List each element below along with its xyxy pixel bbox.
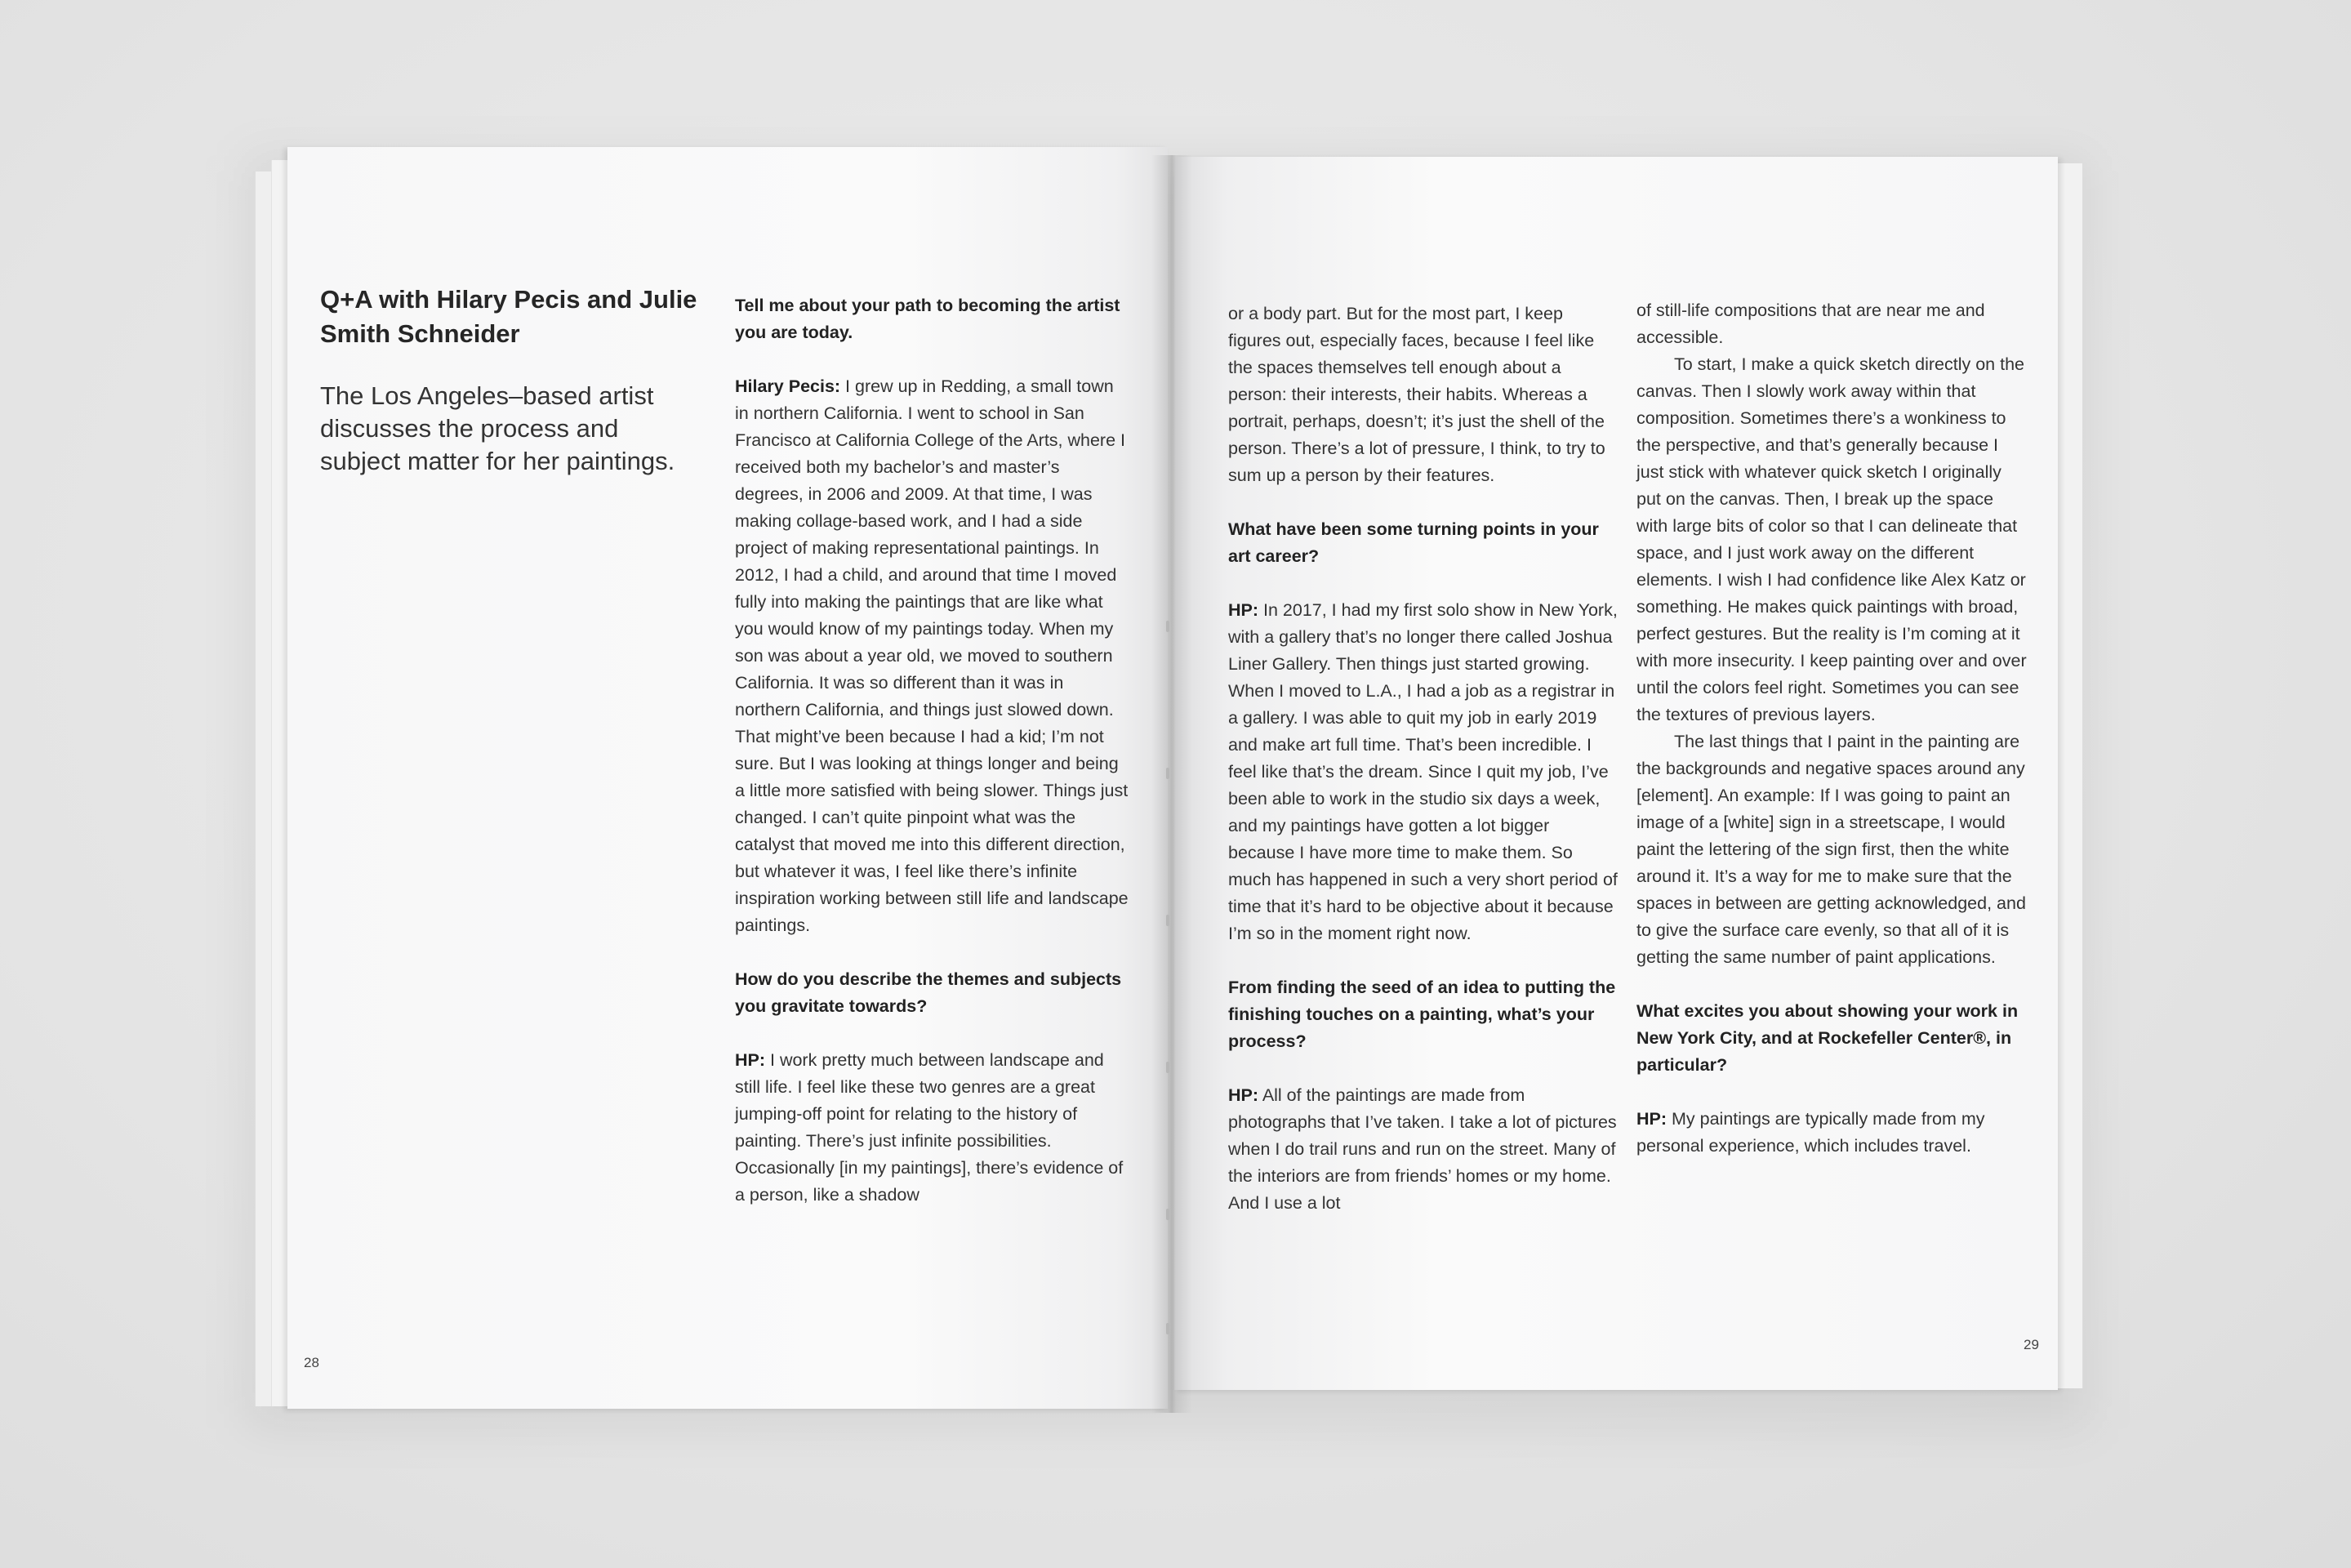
speaker-label: Hilary Pecis:: [735, 376, 841, 396]
speaker-label: HP:: [1636, 1109, 1668, 1129]
page-number-left: 28: [304, 1355, 319, 1370]
answer-paragraph: The last things that I paint in the painting are the backgrounds and negative spaces around any [element]. An example: If I was going to paint an image of a [white] sign in a streetscape, I would paint the lettering of the sign first, then the white around it. It’s a way for me to make sure that the spaces in between are getting acknowledged, and to give the surface care evenly, so that all of it is getting the same number of paint applications.: [1636, 732, 2026, 967]
binding-stitch: [1166, 1323, 1169, 1334]
question-heading: How do you describe the themes and subjects you gravitate towards?: [735, 969, 1122, 1016]
question-heading: What excites you about showing your work in New York City, and at Rockefeller Center®, in particular?: [1636, 1001, 2019, 1075]
article-title: Q+A with Hilary Pecis and Julie Smith Schneider: [320, 285, 697, 348]
answer-text: I work pretty much between landscape and still life. I feel like these two genres are a great jumping-off point for relating to the history of painting. There’s just infinite possibilities. Occasionally [in my paintings], there’s evidence of a person, like a shadow: [735, 1050, 1124, 1205]
answer-paragraph: [1228, 597, 1620, 947]
binding-stitch: [1166, 1062, 1169, 1073]
book-gutter: [1151, 155, 1192, 1413]
answer-text: I grew up in Redding, a small town in northern California. I went to school in San Francisco at California College of the Arts, where I received both my bachelor’s and master’s degrees, in 2006 and 2009. At that time, I was making collage-based work, and I had a side project of making representational paintings. In 2012, I had a child, and around that time I moved fully into making the paintings that are like what you would know of my paintings today. When my son was about a year old, we moved to southern California. It was so different than it was in northern California, and things just slowed down. That might’ve been because I had a kid; I’m not sure. But I was looking at things longer and being a little more satisfied with being slower. Things just changed. I can’t quite pinpoint what was the catalyst that moved me into this different direction, but whatever it was, I feel like there’s infinite inspiration working between still life and landscape paintings.: [735, 376, 1129, 935]
answer-paragraph: [1228, 1082, 1620, 1217]
speaker-label: HP:: [735, 1050, 766, 1070]
question-heading: What have been some turning points in your art career?: [1228, 519, 1599, 566]
answer-text: In 2017, I had my first solo show in New York, with a gallery that’s no longer there called Joshua Liner Gallery. Then things just started growing. When I moved to L.A., I had a job as a registrar in a gallery. I was able to quit my job in early 2019 and make art full time. That’s been incredible. I feel like that’s the dream. Since I quit my job, I’ve been able to work in the studio six days a week, and my paintings have gotten a lot bigger because I have more time to make them. So much has happened in such a very short period of time that it’s hard to be objective about it because I’m so in the moment right now.: [1228, 600, 1618, 943]
answer-continuation: of still-life compositions that are near me and accessible.: [1636, 301, 1985, 347]
answer-text: All of the paintings are made from photographs that I’ve taken. I take a lot of pictures when I do trail runs and run on the street. Many of the interiors are from friends’ homes or my home. And I use a lot: [1228, 1085, 1617, 1213]
binding-stitch: [1166, 768, 1169, 779]
answer-paragraph: [1636, 1106, 2028, 1160]
right-page-text-column-1: [1228, 301, 1620, 1217]
speaker-label: HP:: [1228, 1085, 1259, 1105]
binding-stitch: [1166, 621, 1169, 632]
speaker-label: HP:: [1228, 600, 1259, 620]
question-heading: From finding the seed of an idea to putting the finishing touches on a painting, what’s your process?: [1228, 978, 1616, 1051]
answer-continuation: or a body part. But for the most part, I keep figures out, especially faces, because I feel like the spaces themselves tell enough about a person: their interests, their habits. Whereas a portrait, perhaps, doesn’t; it’s just the shell of the person. There’s a lot of pressure, I think, to try to sum up a person by their features.: [1228, 304, 1605, 485]
answer-paragraph: To start, I make a quick sketch directly on the canvas. Then I slowly work away within that composition. Sometimes there’s a wonkiness to the perspective, and that’s generally because I just stick with whatever quick sketch I originally put on the canvas. Then, I break up the space with large bits of color so that I can delineate that space, and I just work away on the different elements. I wish I had confidence like Alex Katz or something. He makes quick paintings with broad, perfect gestures. But the reality is I’m coming at it with more insecurity. I keep painting over and over until the colors feel right. Sometimes you can see the textures of previous layers.: [1636, 354, 2027, 724]
binding-stitch: [1166, 915, 1169, 926]
answer-text: My paintings are typically made from my personal experience, which includes travel.: [1636, 1109, 1985, 1156]
binding-stitch: [1166, 1209, 1169, 1220]
left-page-text-column: [735, 292, 1131, 1209]
right-page-text-column-2: [1636, 297, 2028, 1160]
article-subtitle: The Los Angeles–based artist discusses the process and subject matter for her paintings.: [320, 381, 675, 475]
answer-paragraph: [735, 373, 1131, 939]
page-number-right: 29: [2024, 1337, 2039, 1352]
answer-paragraph: [735, 1047, 1131, 1209]
question-heading: Tell me about your path to becoming the artist you are today.: [735, 296, 1120, 342]
